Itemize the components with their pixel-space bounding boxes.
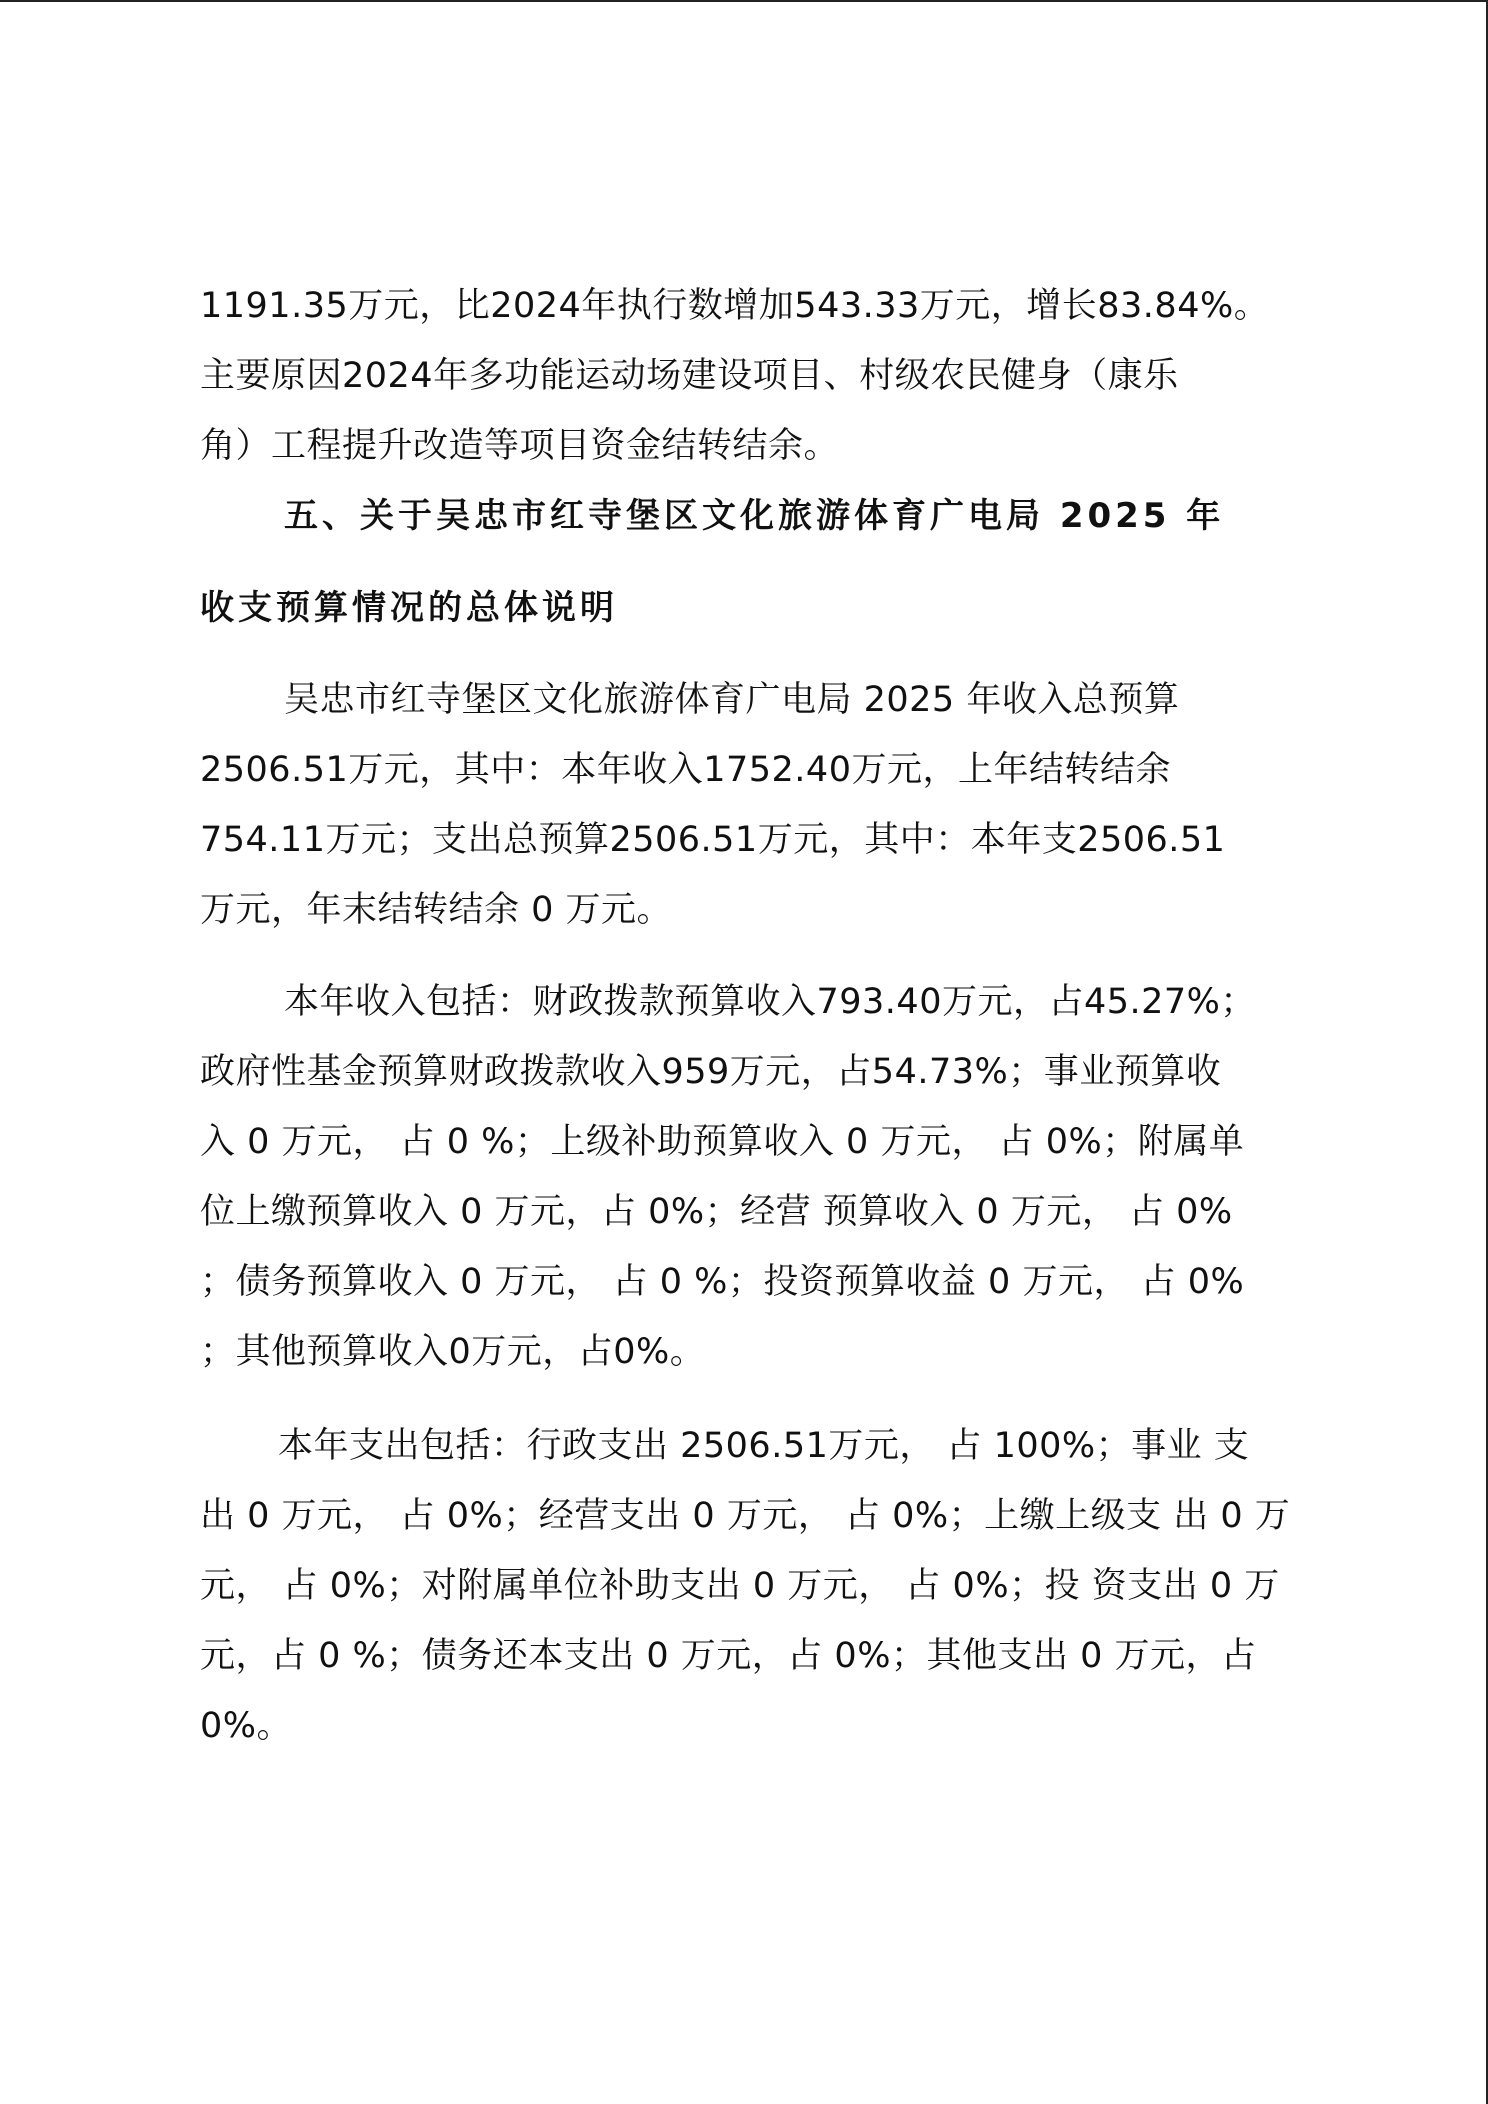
paragraph-line: 出 0 万元， 占 0%；经营支出 0 万元， 占 0%；上缴上级支 出 0 万 (200, 1496, 1291, 1536)
paragraph-line: 主要原因2024年多功能运动场建设项目、村级农民健身（康乐 (200, 356, 1179, 396)
paragraph-line: 政府性基金预算财政拨款收入959万元，占54.73%；事业预算收 (200, 1052, 1222, 1092)
paragraph-line: 元，占 0 %；债务还本支出 0 万元，占 0%；其他支出 0 万元，占 (200, 1636, 1257, 1676)
section-heading: 五、关于吴忠市红寺堡区文化旅游体育广电局 2025 年 (284, 496, 1225, 536)
section-heading-continued: 收支预算情况的总体说明 (200, 588, 618, 628)
paragraph-line: 吴忠市红寺堡区文化旅游体育广电局 2025 年收入总预算 (284, 680, 1180, 720)
page-border-top (0, 0, 1488, 2)
paragraph-line: ；其他预算收入0万元，占0%。 (200, 1332, 706, 1372)
paragraph-line: 万元，年末结转结余 0 万元。 (200, 890, 673, 930)
paragraph-line: 754.11万元；支出总预算2506.51万元，其中：本年支2506.51 (200, 820, 1226, 860)
paragraph-line: ；债务预算收入 0 万元， 占 0 %；投资预算收益 0 万元， 占 0% (200, 1262, 1245, 1302)
paragraph-line: 角）工程提升改造等项目资金结转结余。 (200, 426, 840, 466)
paragraph-line: 位上缴预算收入 0 万元，占 0%；经营 预算收入 0 万元， 占 0% (200, 1192, 1233, 1232)
paragraph-line: 2506.51万元，其中：本年收入1752.40万元，上年结转结余 (200, 750, 1171, 790)
paragraph-line: 本年收入包括：财政拨款预算收入793.40万元，占45.27%； (284, 982, 1256, 1022)
paragraph-line: 1191.35万元，比2024年执行数增加543.33万元，增长83.84%。 (200, 286, 1270, 326)
paragraph-line: 入 0 万元， 占 0 %；上级补助预算收入 0 万元， 占 0%；附属单 (200, 1122, 1245, 1162)
paragraph-line: 本年支出包括：行政支出 2506.51万元， 占 100%；事业 支 (278, 1426, 1250, 1466)
paragraph-line: 元， 占 0%；对附属单位补助支出 0 万元， 占 0%；投 资支出 0 万 (200, 1566, 1280, 1606)
paragraph-line: 0%。 (200, 1706, 293, 1746)
